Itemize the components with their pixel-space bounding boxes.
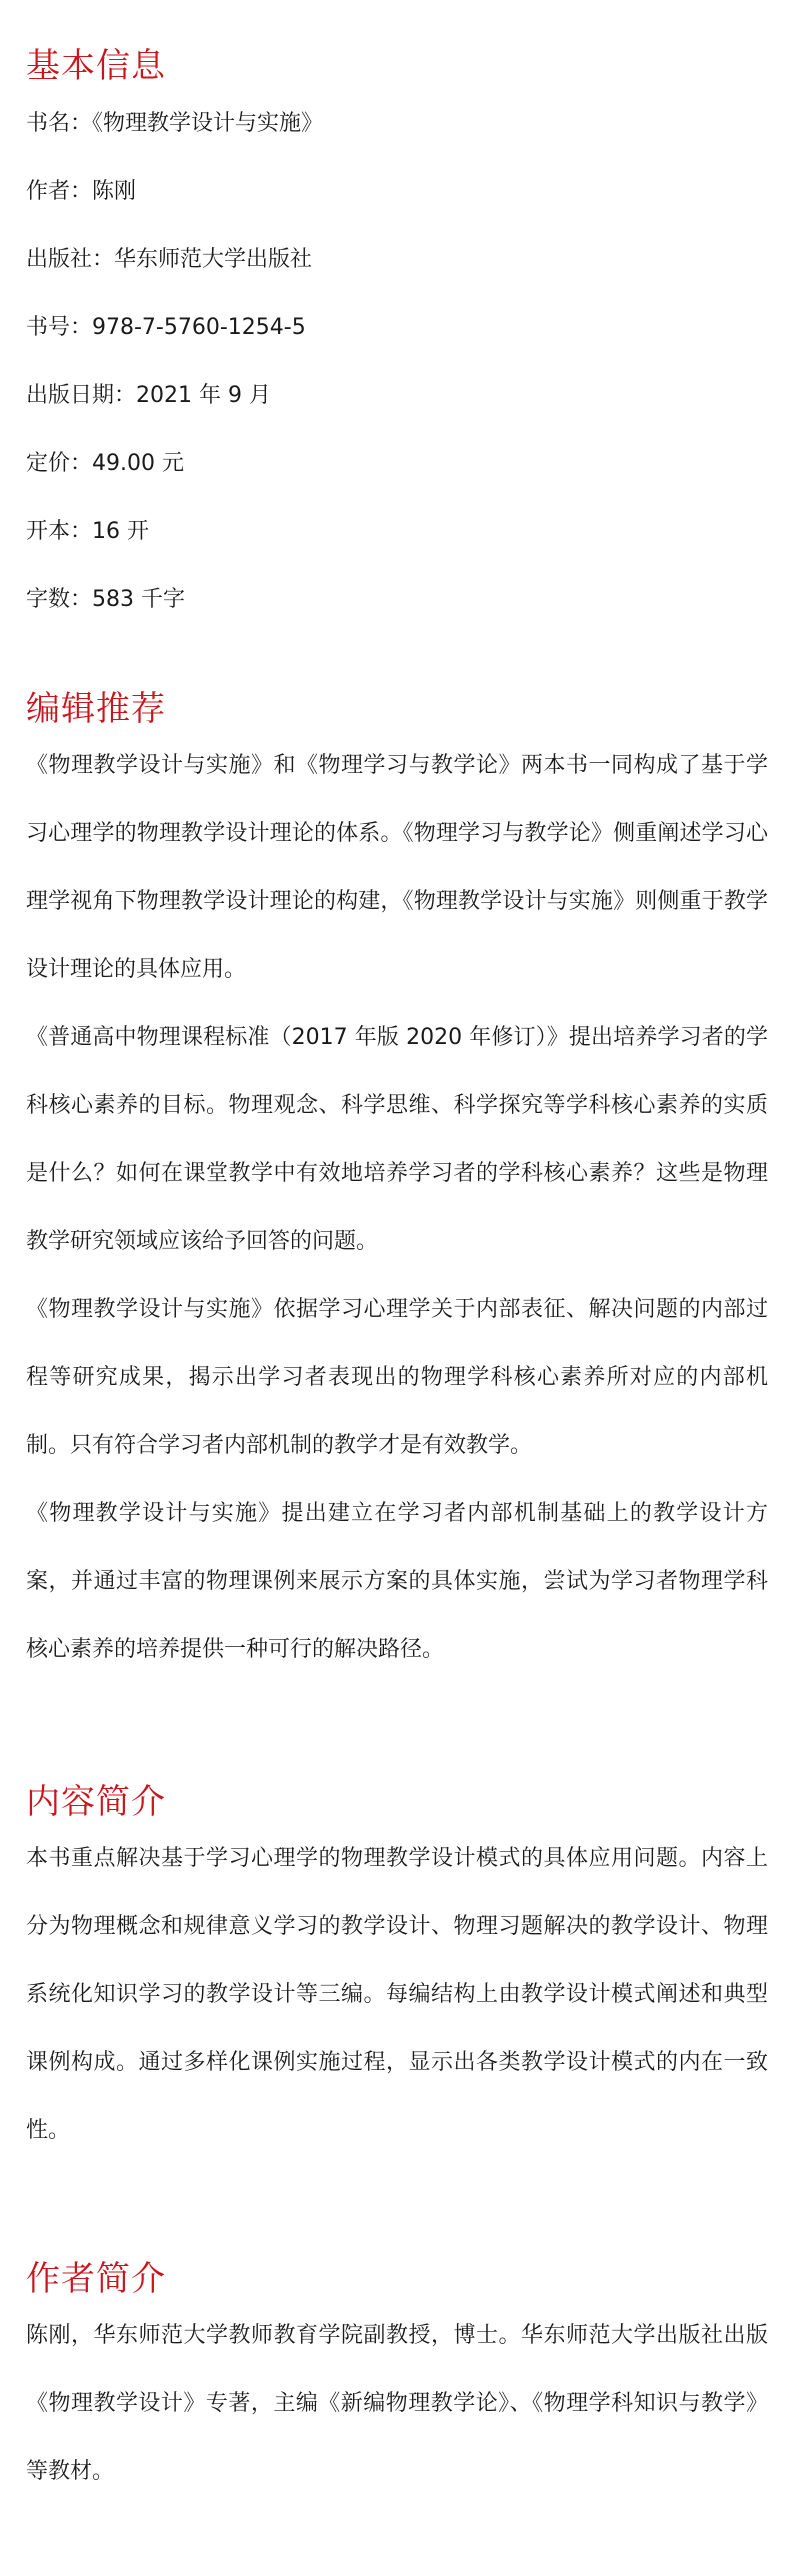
author-intro-section: [26, 2251, 768, 2506]
format-line: 开本：16 开: [26, 519, 149, 544]
author-line: 作者：陈刚: [26, 179, 137, 204]
isbn-line: 书号：978-7-5760-1254-5: [26, 315, 306, 340]
author-intro-paragraph: 陈刚，华东师范大学教师教育学院副教授，博士。华东师范大学出版社出版《物理教学设计》专著，主编《新编物理教学论》、《物理学科知识与教学》等教材。: [26, 2323, 768, 2484]
editor-paragraph: 《物理教学设计与实施》依据学习心理学关于内部表征、解决问题的内部过程等研究成果，揭示出学习者表现出的物理学科核心素养所对应的内部机制。只有符合学习者内部机制的教学才是有效教学。: [26, 1297, 768, 1458]
basic-info-section: [26, 0, 768, 615]
content-intro-title: 内容简介: [26, 1782, 166, 1822]
editor-paragraph: 《普通高中物理课程标准（2017 年版 2020 年修订）》提出培养学习者的学科核心素养的目标。物理观念、科学思维、科学探究等学科核心素养的实质是什么？如何在课堂教学中有效地培养学习者的学科核心素养？这些是物理教学研究领域应该给予回答的问题。: [26, 1025, 768, 1254]
editor-recommendation-section: [26, 681, 768, 1684]
word-count-line: 字数：583 千字: [26, 587, 185, 612]
editor-paragraph: 《物理教学设计与实施》和《物理学习与教学论》两本书一同构成了基于学习心理学的物理教学设计理论的体系。《物理学习与教学论》侧重阐述学习心理学视角下物理教学设计理论的构建，《物理教学设计与实施》则侧重于教学设计理论的具体应用。: [26, 753, 768, 982]
price-line: 定价：49.00 元: [26, 451, 184, 476]
book-title-line: 书名：《物理教学设计与实施》: [26, 111, 324, 136]
content-intro-section: [26, 1774, 768, 2165]
publisher-line: 出版社：华东师范大学出版社: [26, 247, 313, 272]
editor-paragraph: 《物理教学设计与实施》提出建立在学习者内部机制基础上的教学设计方案，并通过丰富的物理课例来展示方案的具体实施，尝试为学习者物理学科核心素养的培养提供一种可行的解决路径。: [26, 1501, 768, 1662]
basic-info-title: 基本信息: [26, 46, 166, 86]
editor-recommendation-title: 编辑推荐: [26, 689, 166, 729]
publish-date-line: 出版日期：2021 年 9 月: [26, 383, 271, 408]
author-intro-title: 作者简介: [26, 2259, 166, 2299]
content-intro-paragraph: 本书重点解决基于学习心理学的物理教学设计模式的具体应用问题。内容上分为物理概念和规律意义学习的教学设计、物理习题解决的教学设计、物理系统化知识学习的教学设计等三编。每编结构上由教学设计模式阐述和典型课例构成。通过多样化课例实施过程，显示出各类教学设计模式的内在一致性。: [26, 1846, 768, 2143]
